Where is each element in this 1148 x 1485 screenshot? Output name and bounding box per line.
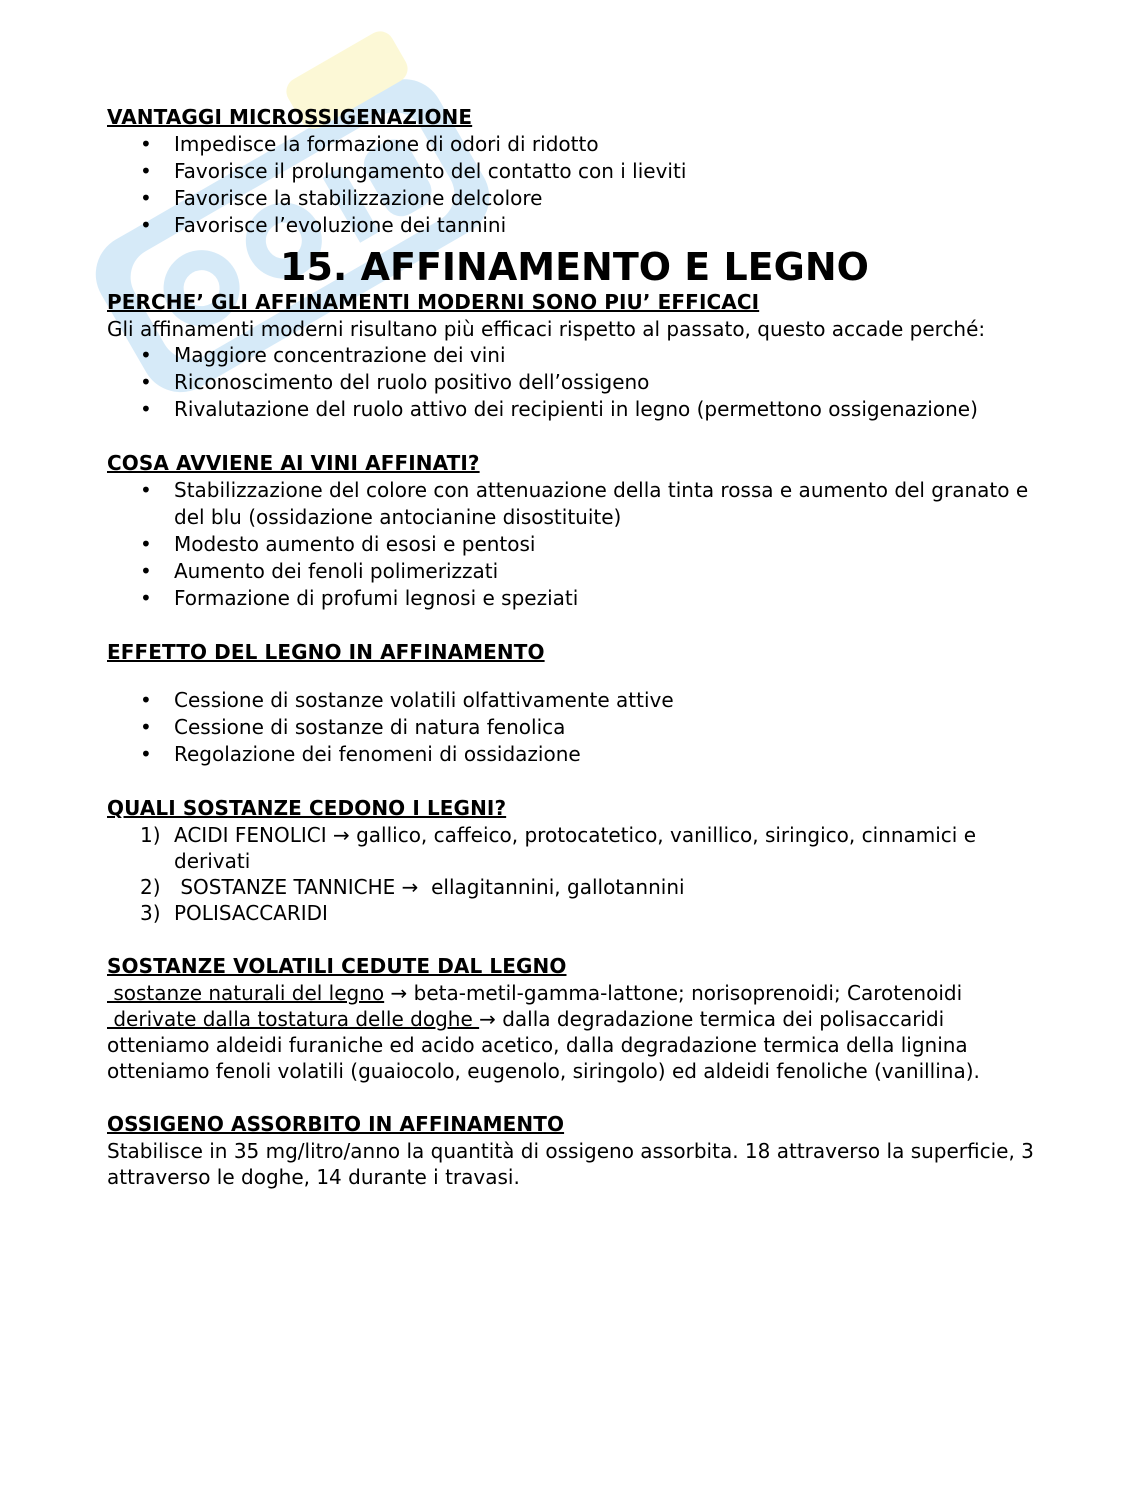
list-effetto <box>107 687 1042 768</box>
list-quali <box>107 822 1042 926</box>
spacer <box>107 666 1042 687</box>
bullet-marker: • <box>140 213 152 237</box>
list-item: • Rivalutazione del ruolo attivo dei recipienti in legno (permettono ossigenazione) <box>140 397 978 421</box>
bullet-marker: • <box>140 532 152 556</box>
spacer <box>107 768 1042 795</box>
list-item: • Impedisce la formazione di odori di ridotto <box>140 132 599 156</box>
chapter-title: 15. AFFINAMENTO E LEGNO <box>280 245 869 289</box>
bullet-marker: • <box>140 397 152 421</box>
volatili-tostatura: derivate dalla tostatura delle doghe → dalla degradazione termica dei polisaccaridi otteniamo aldeidi furaniche ed acido acetico, dalla degradazione termica della lignina otteniamo fenoli volatili (guaiocolo, eugenolo, siringolo) ed aldeidi fenoliche (vanillina). <box>107 1007 980 1083</box>
list-cosa <box>107 477 1042 612</box>
number-marker: 1) <box>140 823 161 847</box>
bullet-marker: • <box>140 186 152 210</box>
bullet-marker: • <box>140 715 152 739</box>
perche-intro: Gli affinamenti moderni risultano più efficaci rispetto al passato, questo accade perché: <box>107 317 986 341</box>
list-item: • Maggiore concentrazione dei vini <box>140 343 506 367</box>
list-item: • Aumento dei fenoli polimerizzati <box>140 559 499 583</box>
list-item: • Modesto aumento di esosi e pentosi <box>140 532 536 556</box>
bullet-marker: • <box>140 586 152 610</box>
list-item: • Riconoscimento del ruolo positivo dell’ossigeno <box>140 370 650 394</box>
list-item: • Favorisce l’evoluzione dei tannini <box>140 213 507 237</box>
heading-quali-sostanze: QUALI SOSTANZE CEDONO I LEGNI? <box>107 796 507 820</box>
number-marker: 2) <box>140 875 161 899</box>
naturali-label: sostanze naturali del legno <box>107 981 385 1005</box>
number-marker: 3) <box>140 901 161 925</box>
list-perche <box>107 342 1042 423</box>
spacer <box>107 423 1042 450</box>
bullet-marker: • <box>140 478 152 502</box>
bullet-marker: • <box>140 559 152 583</box>
list-item: 3) POLISACCARIDI <box>140 901 328 925</box>
list-item: • Cessione di sostanze volatili olfattivamente attive <box>140 688 674 712</box>
list-item: • Formazione di profumi legnosi e speziati <box>140 586 579 610</box>
spacer <box>107 926 1042 953</box>
document-page <box>107 104 1042 1190</box>
bullet-marker: • <box>140 159 152 183</box>
bullet-marker: • <box>140 343 152 367</box>
heading-ossigeno: OSSIGENO ASSORBITO IN AFFINAMENTO <box>107 1112 565 1136</box>
tostatura-label: derivate dalla tostatura delle doghe <box>107 1007 480 1031</box>
heading-perche: PERCHE’ GLI AFFINAMENTI MODERNI SONO PIU’ EFFICACI <box>107 290 760 314</box>
list-item: • Favorisce il prolungamento del contatto con i lieviti <box>140 159 687 183</box>
list-item: • Stabilizzazione del colore con attenuazione della tinta rossa e aumento del granato e del blu (ossidazione antocianine disostituite) <box>140 478 1029 529</box>
list-item: • Favorisce la stabilizzazione delcolore <box>140 186 543 210</box>
heading-sostanze-volatili: SOSTANZE VOLATILI CEDUTE DAL LEGNO <box>107 954 567 978</box>
spacer <box>107 612 1042 639</box>
list-item: • Regolazione dei fenomeni di ossidazione <box>140 742 581 766</box>
bullet-marker: • <box>140 742 152 766</box>
bullet-marker: • <box>140 370 152 394</box>
bullet-marker: • <box>140 132 152 156</box>
list-item: • Cessione di sostanze di natura fenolica <box>140 715 566 739</box>
heading-effetto-legno: EFFETTO DEL LEGNO IN AFFINAMENTO <box>107 640 545 664</box>
heading-vantaggi-microssigenazione: VANTAGGI MICROSSIGENAZIONE <box>107 105 473 129</box>
spacer <box>107 1084 1042 1111</box>
heading-cosa-avviene: COSA AVVIENE AI VINI AFFINATI? <box>107 451 480 475</box>
bullet-marker: • <box>140 688 152 712</box>
volatili-naturali: sostanze naturali del legno → beta-metil-gamma-lattone; norisoprenoidi; Carotenoidi <box>107 981 963 1005</box>
list-item: 2) SOSTANZE TANNICHE → ellagitannini, gallotannini <box>140 875 685 899</box>
ossigeno-text: Stabilisce in 35 mg/litro/anno la quantità di ossigeno assorbita. 18 attraverso la superficie, 3 attraverso le doghe, 14 durante i travasi. <box>107 1139 1034 1189</box>
list-vantaggi <box>107 131 1042 239</box>
list-item: 1) ACIDI FENOLICI → gallico, caffeico, protocatetico, vanillico, siringico, cinnamici e derivati <box>140 823 977 873</box>
